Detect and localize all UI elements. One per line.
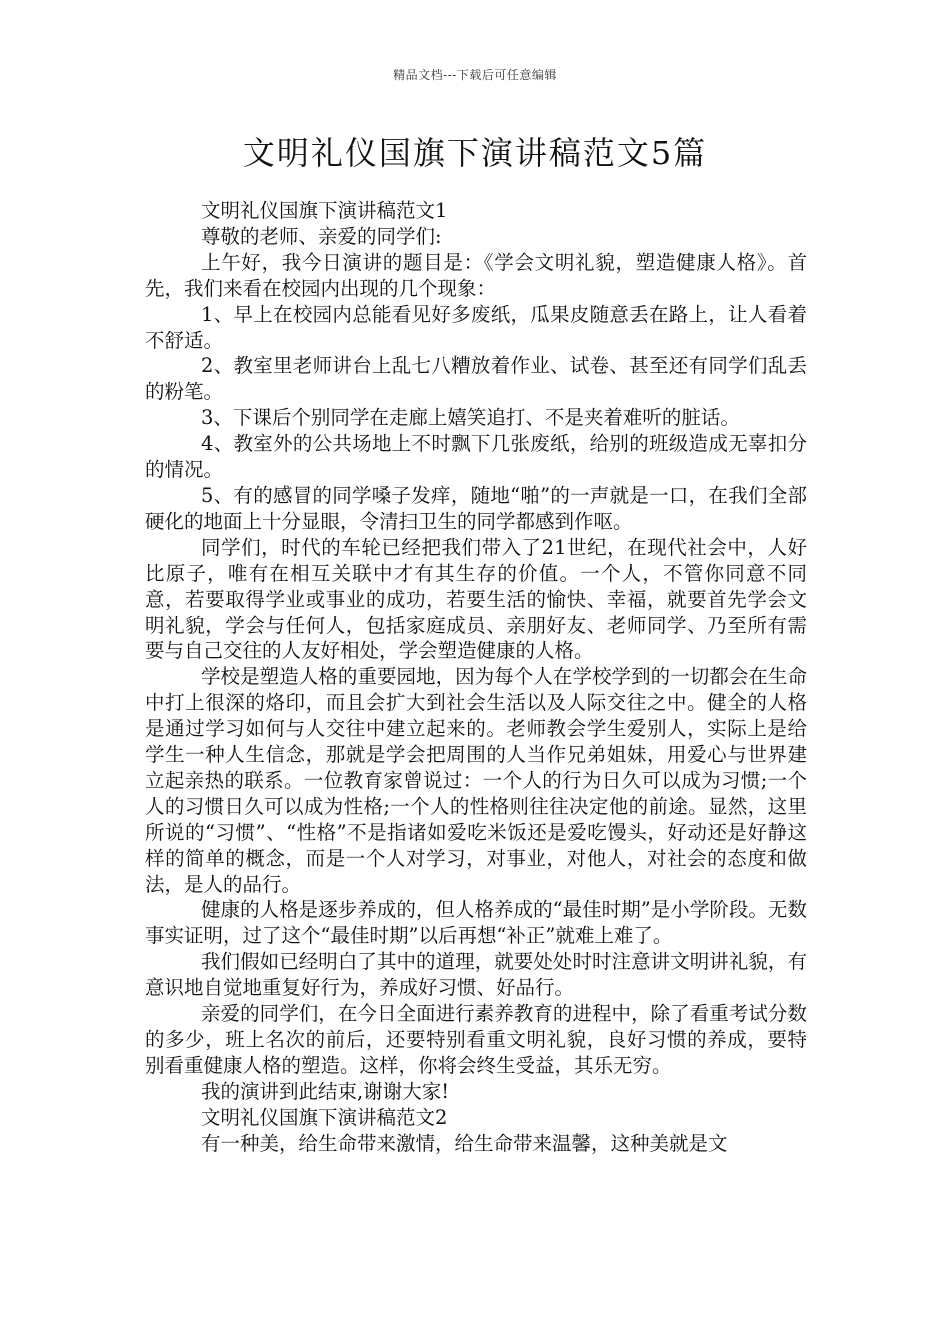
- document-body: [145, 198, 807, 1157]
- salutation-paragraph: 尊敬的老师、亲爱的同学们:: [201, 224, 442, 248]
- body-paragraph: 健康的人格是逐步养成的，但人格养成的“最佳时期”是小学阶段。无数事实证明，过了这个“最佳时期”以后再想“补正”就难上难了。: [145, 898, 807, 948]
- body-paragraph: 上午好，我今日演讲的题目是：《学会文明礼貌，塑造健康人格》。首先，我们来看在校园内出现的几个现象：: [145, 250, 807, 300]
- body-paragraph: 有一种美，给生命带来激情，给生命带来温馨，这种美就是文: [201, 1131, 728, 1155]
- list-item-paragraph: 2、教室里老师讲台上乱七八糟放着作业、试卷、甚至还有同学们乱丢的粉笔。: [145, 354, 807, 404]
- body-paragraph: 学校是塑造人格的重要园地，因为每个人在学校学到的一切都会在生命中打上很深的烙印，而且会扩大到社会生活以及人际交往之中。健全的人格是通过学习如何与人交往中建立起来的。老师教会学生爱别人，实际上是给学生一种人生信念，那就是学会把周围的人当作兄弟姐妹，用爱心与世界建立起亲热的联系。一位教育家曾说过：一个人的行为日久可以成为习惯;一个人的习惯日久可以成为性格;一个人的性格则往往决定他的前途。显然，这里所说的“习惯”、“性格”不是指诸如爱吃米饭还是爱吃馒头，好动还是好静这样的简单的概念，而是一个人对学习，对事业，对他人，对社会的态度和做法，是人的品行。: [145, 665, 807, 896]
- closing-paragraph: 我的演讲到此结束,谢谢大家!: [201, 1079, 450, 1103]
- body-paragraph: 亲爱的同学们，在今日全面进行素养教育的进程中，除了看重考试分数的多少，班上名次的前后，还要特别看重文明礼貌，良好习惯的养成，要特别看重健康人格的塑造。这样，你将会终生受益，其乐无穷。: [145, 1002, 807, 1077]
- list-item-paragraph: 3、下课后个别同学在走廊上嬉笑追打、不是夹着难听的脏话。: [201, 406, 740, 430]
- subtitle-paragraph: 文明礼仪国旗下演讲稿范文2: [201, 1105, 448, 1129]
- header-note: 精品文档---下载后可任意编辑: [393, 68, 557, 82]
- list-item-paragraph: 4、教室外的公共场地上不时飘下几张废纸，给别的班级造成无辜扣分的情况。: [145, 432, 807, 482]
- list-item-paragraph: 1、早上在校园内总能看见好多废纸，瓜果皮随意丢在路上，让人看着不舒适。: [145, 302, 807, 352]
- body-paragraph: 同学们，时代的车轮已经把我们带入了21世纪，在现代社会中，人好比原子，唯有在相互关联中才有其生存的价值。一个人，不管你同意不同意，若要取得学业或事业的成功，若要生活的愉快、幸福，就要首先学会文明礼貌，学会与任何人，包括家庭成员、亲朋好友、老师同学、乃至所有需要与自己交往的人友好相处，学会塑造健康的人格。: [145, 535, 807, 663]
- list-item-paragraph: 5、有的感冒的同学嗓子发痒，随地“啪”的一声就是一口，在我们全部硬化的地面上十分显眼，令清扫卫生的同学都感到作呕。: [145, 483, 807, 533]
- subtitle-paragraph: 文明礼仪国旗下演讲稿范文1: [201, 199, 448, 222]
- document-title: 文明礼仪国旗下演讲稿范文5篇: [242, 134, 708, 172]
- body-paragraph: 我们假如已经明白了其中的道理，就要处处时时注意讲文明讲礼貌，有意识地自觉地重复好行为，养成好习惯、好品行。: [145, 950, 807, 1000]
